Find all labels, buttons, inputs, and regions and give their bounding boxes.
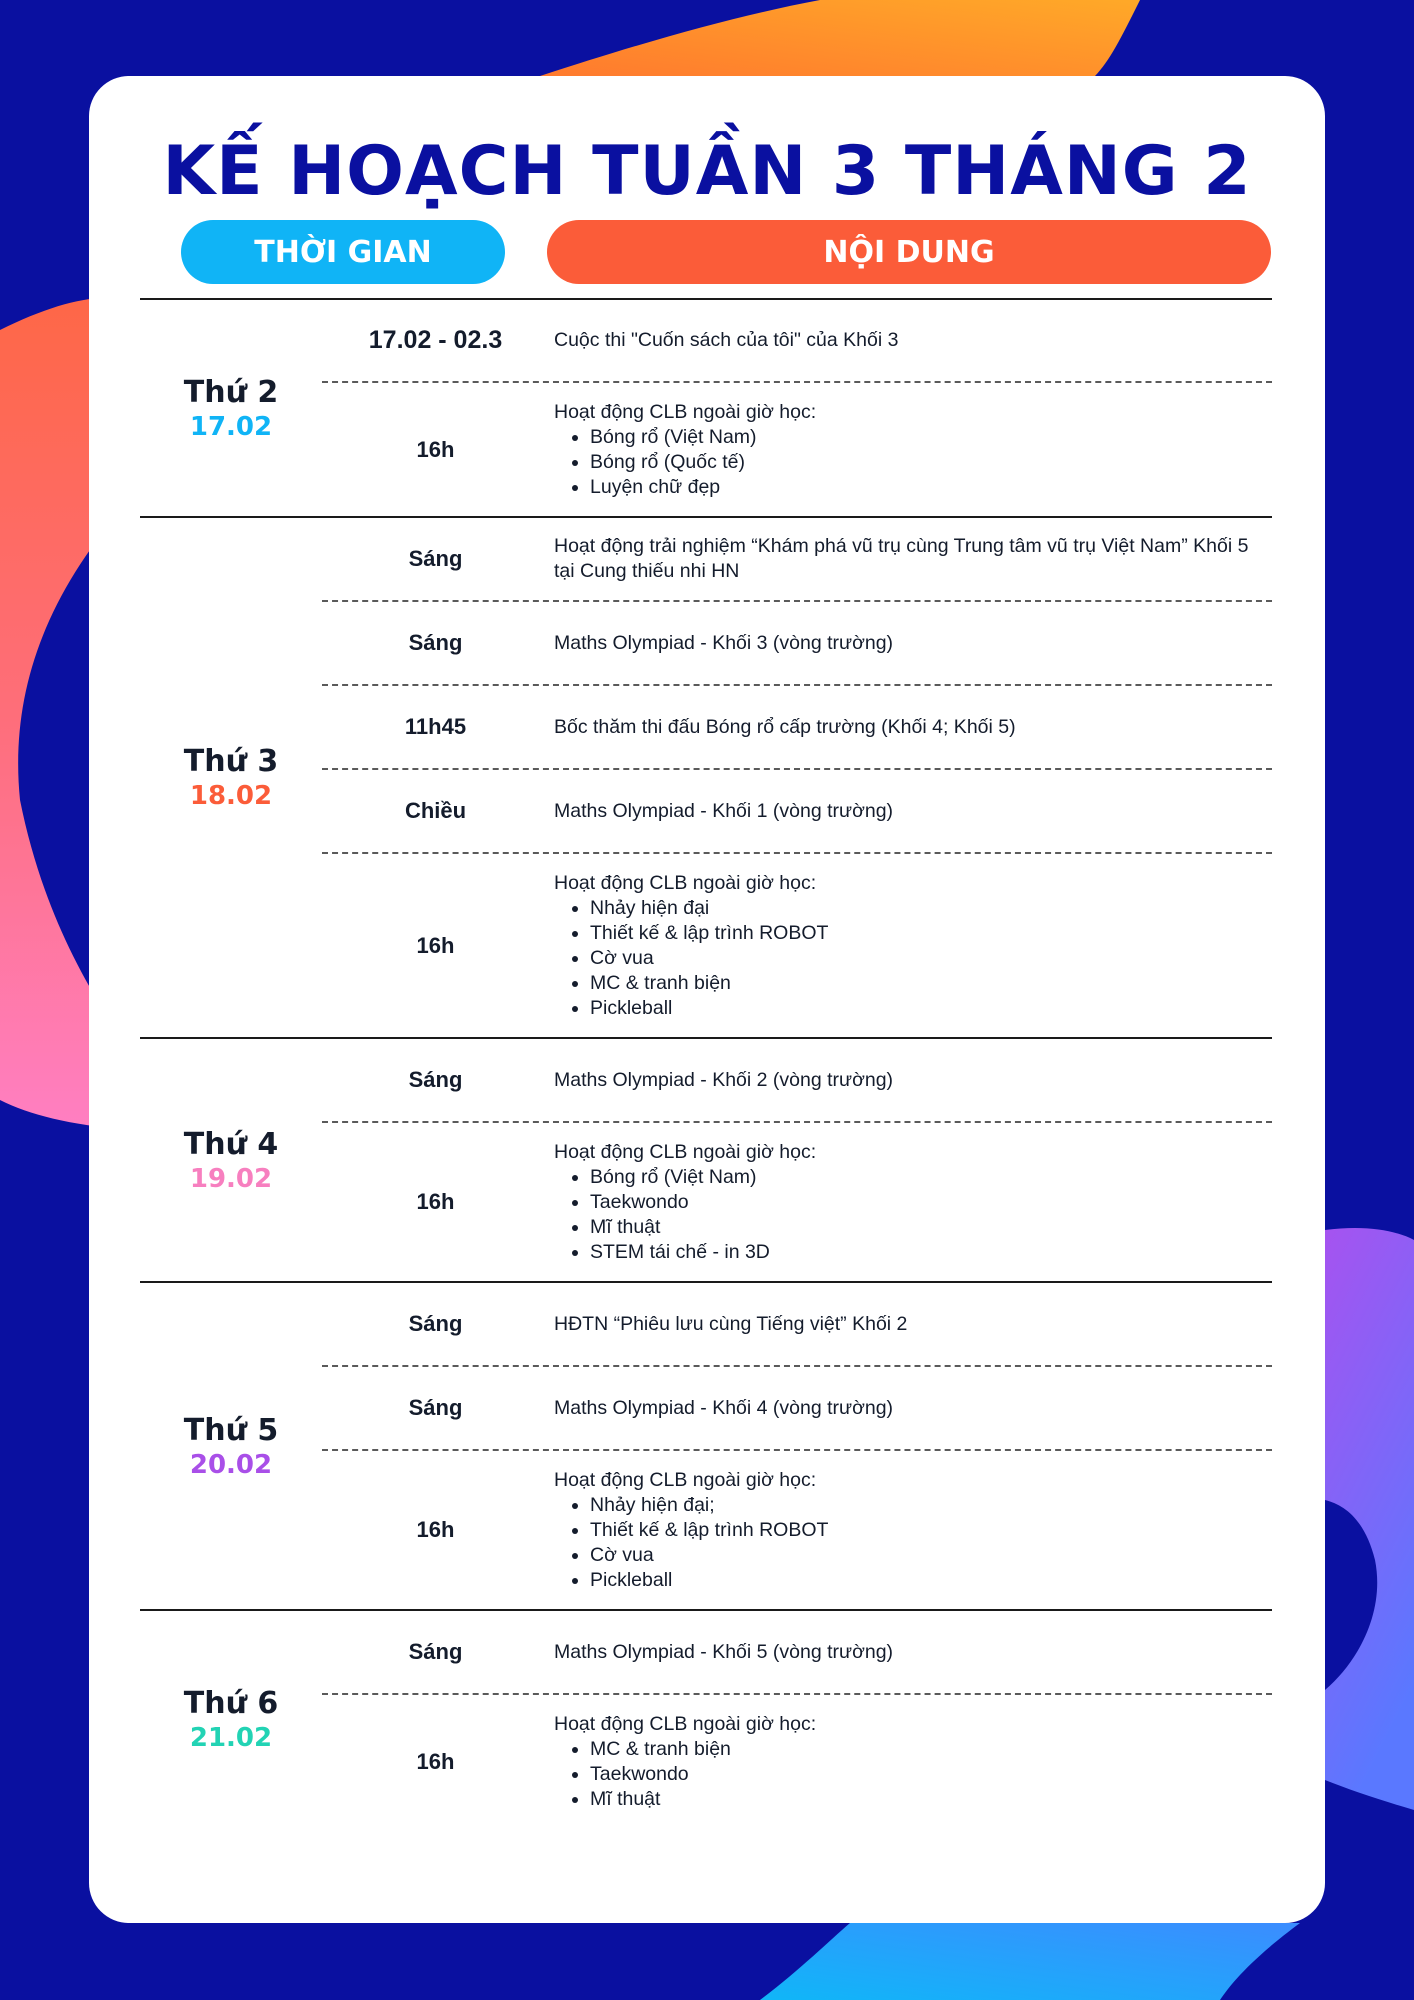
activity-item: • Taekwondo: [590, 1190, 1272, 1215]
day-row-monday: [140, 300, 1272, 518]
activity-item: • Thiết kế & lập trình ROBOT: [590, 921, 1272, 946]
time-column-header: THỜI GIAN: [181, 220, 505, 284]
event-description: [549, 1140, 1272, 1265]
activity-item: • Taekwondo: [590, 1762, 1272, 1787]
activity-list: [554, 1165, 1272, 1265]
day-name: Thứ 2: [183, 374, 279, 410]
day-name: Thứ 4: [183, 1126, 279, 1162]
event-list: [322, 518, 1272, 1037]
event-description: Cuộc thi "Cuốn sách của tôi" của Khối 3: [554, 329, 899, 351]
event-list: [322, 1283, 1272, 1609]
event-row: [322, 1695, 1272, 1828]
event-time: 16h: [416, 436, 455, 462]
event-row: [322, 686, 1272, 770]
activity-item: • Cờ vua: [590, 946, 1272, 971]
activity-item: • Luyện chữ đẹp: [590, 475, 1272, 500]
day-label: [140, 1611, 322, 1828]
event-time: Sáng: [408, 630, 463, 655]
day-date: 20.02: [189, 1449, 273, 1480]
event-time: Sáng: [408, 1311, 463, 1336]
event-time: 11h45: [404, 714, 467, 739]
day-date: 18.02: [189, 781, 273, 811]
event-row: [322, 602, 1272, 686]
activity-item: • Bóng rổ (Việt Nam): [590, 425, 1272, 450]
activity-item: • Bóng rổ (Việt Nam): [590, 1165, 1272, 1190]
event-description: [549, 400, 1272, 500]
activity-item: • Bóng rổ (Quốc tế): [590, 450, 1272, 475]
event-text: Hoạt động CLB ngoài giờ học:: [554, 1140, 817, 1163]
event-list: [322, 1039, 1272, 1281]
event-time: Sáng: [408, 546, 463, 571]
event-row: [322, 383, 1272, 516]
event-list: [322, 300, 1272, 516]
event-row: [322, 1451, 1272, 1609]
event-text: Hoạt động CLB ngoài giờ học:: [554, 871, 817, 894]
event-time: 16h: [416, 1189, 455, 1214]
day-date: 21.02: [189, 1723, 273, 1753]
event-row: [322, 1039, 1272, 1123]
activity-item: • Nhảy hiện đại: [590, 896, 1272, 921]
activity-list: [554, 896, 1272, 1021]
activity-list: [554, 425, 1272, 500]
day-row-thursday: [140, 1283, 1272, 1611]
event-row: [322, 1283, 1272, 1367]
event-row: [322, 1367, 1272, 1451]
event-time: Chiều: [404, 798, 467, 823]
activity-item: • Mĩ thuật: [590, 1215, 1272, 1240]
event-text: Hoạt động CLB ngoài giờ học:: [554, 1468, 817, 1491]
day-date: 17.02: [189, 411, 273, 442]
activity-item: • STEM tái chế - in 3D: [590, 1240, 1272, 1265]
event-row: [322, 518, 1272, 602]
event-description: Hoạt động trải nghiệm “Khám phá vũ trụ cùng Trung tâm vũ trụ Việt Nam” Khối 5 tại Cung thiếu nhi HN: [554, 535, 1249, 582]
event-description: Maths Olympiad - Khối 4 (vòng trường): [554, 1396, 894, 1419]
event-description: Maths Olympiad - Khối 2 (vòng trường): [554, 1068, 894, 1091]
day-name: Thứ 6: [183, 1686, 279, 1721]
day-label: [140, 1039, 322, 1281]
event-row: [322, 1123, 1272, 1281]
day-label: [140, 518, 322, 1037]
day-name: Thứ 5: [183, 1412, 279, 1448]
activity-item: • Pickleball: [590, 996, 1272, 1021]
activity-list: [554, 1493, 1272, 1593]
schedule-table: [140, 298, 1272, 1828]
event-description: [549, 1712, 1272, 1812]
event-time: 16h: [416, 932, 455, 958]
event-list: [322, 1611, 1272, 1828]
event-row: [322, 1611, 1272, 1695]
day-label: [140, 1283, 322, 1609]
event-time: 16h: [416, 1517, 455, 1542]
event-time: Sáng: [408, 1639, 463, 1664]
activity-item: • Cờ vua: [590, 1543, 1272, 1568]
event-time: 17.02 - 02.3: [368, 326, 503, 354]
event-description: [549, 1468, 1272, 1593]
event-description: Bốc thăm thi đấu Bóng rổ cấp trường (Khối 4; Khối 5): [554, 715, 1016, 738]
activity-item: • MC & tranh biện: [590, 971, 1272, 996]
event-row: [322, 300, 1272, 383]
day-row-friday: [140, 1611, 1272, 1828]
event-row: [322, 854, 1272, 1037]
event-description: Maths Olympiad - Khối 3 (vòng trường): [554, 631, 894, 654]
event-time: Sáng: [408, 1395, 463, 1420]
event-time: Sáng: [408, 1067, 463, 1092]
activity-item: • Mĩ thuật: [590, 1787, 1272, 1812]
event-description: Maths Olympiad - Khối 5 (vòng trường): [554, 1640, 894, 1663]
day-date: 19.02: [189, 1163, 273, 1194]
day-name: Thứ 3: [183, 744, 279, 779]
activity-list: [554, 1737, 1272, 1812]
event-time: 16h: [416, 1748, 455, 1774]
activity-item: • Nhảy hiện đại;: [590, 1493, 1272, 1518]
activity-item: • MC & tranh biện: [590, 1737, 1272, 1762]
event-description: [549, 871, 1272, 1021]
day-row-wednesday: [140, 1039, 1272, 1283]
day-label: [140, 300, 322, 516]
day-row-tuesday: [140, 518, 1272, 1039]
page-title: KẾ HOẠCH TUẦN 3 THÁNG 2: [162, 132, 1252, 211]
event-description: Maths Olympiad - Khối 1 (vòng trường): [554, 799, 894, 822]
content-column-header: NỘI DUNG: [547, 220, 1271, 284]
activity-item: • Thiết kế & lập trình ROBOT: [590, 1518, 1272, 1543]
event-text: Hoạt động CLB ngoài giờ học:: [554, 400, 817, 423]
activity-item: • Pickleball: [590, 1568, 1272, 1593]
event-row: [322, 770, 1272, 854]
event-description: HĐTN “Phiêu lưu cùng Tiếng việt” Khối 2: [554, 1312, 908, 1335]
event-text: Hoạt động CLB ngoài giờ học:: [554, 1712, 817, 1735]
schedule-card: [89, 76, 1325, 1923]
